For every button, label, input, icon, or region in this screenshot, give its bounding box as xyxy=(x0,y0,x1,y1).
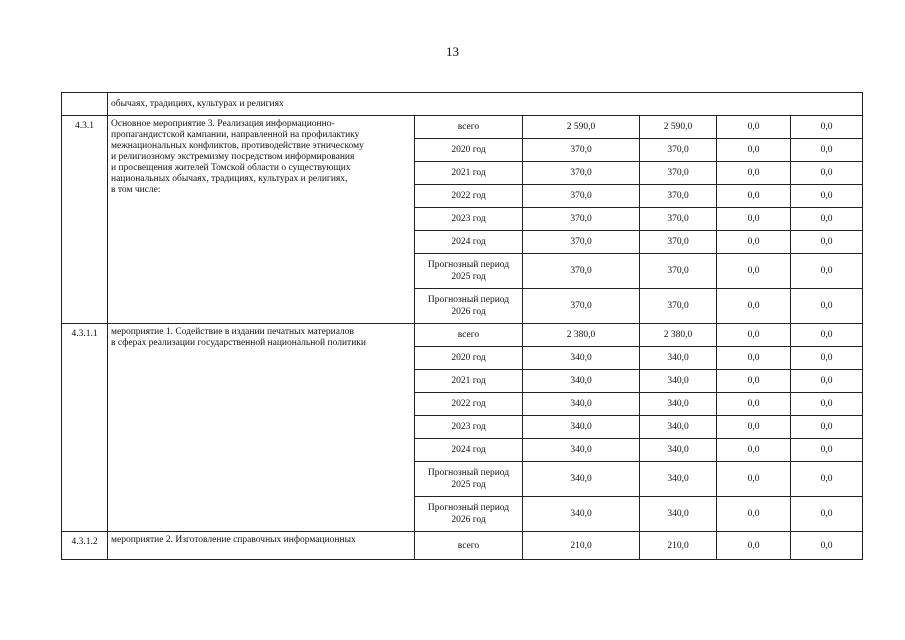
regional-budget-value: 340,0 xyxy=(640,462,717,497)
period-label: Прогнозный период xyxy=(427,260,510,270)
total-value: 340,0 xyxy=(523,393,640,416)
regional-budget-value: 370,0 xyxy=(640,185,717,208)
local-budget-value: 0,0 xyxy=(791,439,863,462)
total-value: 370,0 xyxy=(523,289,640,324)
total-value: 370,0 xyxy=(523,231,640,254)
regional-budget-value: 370,0 xyxy=(640,139,717,162)
period-cell xyxy=(415,462,523,497)
federal-budget-value: 0,0 xyxy=(717,370,791,393)
period-cell xyxy=(415,347,523,370)
federal-budget-value: 0,0 xyxy=(717,439,791,462)
regional-budget-value: 340,0 xyxy=(640,439,717,462)
table-row xyxy=(62,532,863,560)
description-line: и религиозному экстремизму посредством информирования xyxy=(111,152,355,162)
period-cell xyxy=(415,324,523,347)
period-cell xyxy=(415,254,523,289)
regional-budget-value: 2 590,0 xyxy=(640,116,717,139)
federal-budget-value: 0,0 xyxy=(717,347,791,370)
period-label: 2023 год xyxy=(451,214,486,224)
regional-budget-value: 340,0 xyxy=(640,416,717,439)
description-line: Основное мероприятие 3. Реализация информационно- xyxy=(111,119,335,129)
period-label: 2024 год xyxy=(451,237,486,247)
regional-budget-value: 340,0 xyxy=(640,347,717,370)
total-value: 340,0 xyxy=(523,347,640,370)
local-budget-value: 0,0 xyxy=(791,497,863,532)
period-cell xyxy=(415,185,523,208)
description-line: в сферах реализации государственной национальной политики xyxy=(111,338,366,348)
description-line: мероприятие 1. Содействие в издании печатных материалов xyxy=(111,327,354,337)
period-cell xyxy=(415,532,523,560)
code-cell xyxy=(62,93,108,116)
item-code: 4.3.1.1 xyxy=(62,324,108,532)
federal-budget-value: 0,0 xyxy=(717,116,791,139)
total-value: 370,0 xyxy=(523,185,640,208)
local-budget-value: 0,0 xyxy=(791,347,863,370)
regional-budget-value: 370,0 xyxy=(640,231,717,254)
item-description xyxy=(108,532,415,560)
regional-budget-value: 210,0 xyxy=(640,532,717,560)
federal-budget-value: 0,0 xyxy=(717,208,791,231)
period-cell xyxy=(415,208,523,231)
period-label: всего xyxy=(457,330,480,340)
federal-budget-value: 0,0 xyxy=(717,416,791,439)
total-value: 370,0 xyxy=(523,254,640,289)
regional-budget-value: 340,0 xyxy=(640,393,717,416)
local-budget-value: 0,0 xyxy=(791,254,863,289)
period-label: всего xyxy=(457,122,480,132)
period-label: 2022 год xyxy=(451,191,486,201)
continuation-row xyxy=(62,93,863,116)
federal-budget-value: 0,0 xyxy=(717,393,791,416)
period-cell xyxy=(415,497,523,532)
item-description xyxy=(108,324,415,532)
period-cell xyxy=(415,231,523,254)
period-label: 2025 год xyxy=(451,272,486,282)
description-line: в том числе: xyxy=(111,185,161,195)
total-value: 340,0 xyxy=(523,370,640,393)
description-line: пропагандистской кампании, направленной на профилактику xyxy=(111,130,360,140)
regional-budget-value: 370,0 xyxy=(640,162,717,185)
federal-budget-value: 0,0 xyxy=(717,254,791,289)
period-label: Прогнозный период xyxy=(427,468,510,478)
regional-budget-value: 340,0 xyxy=(640,370,717,393)
total-value: 340,0 xyxy=(523,462,640,497)
description-line: межнациональных конфликтов, противодействие этническому xyxy=(111,141,364,151)
period-label: 2021 год xyxy=(451,376,486,386)
period-cell xyxy=(415,116,523,139)
federal-budget-value: 0,0 xyxy=(717,231,791,254)
total-value: 340,0 xyxy=(523,439,640,462)
federal-budget-value: 0,0 xyxy=(717,139,791,162)
local-budget-value: 0,0 xyxy=(791,393,863,416)
continuation-text: обычаях, традициях, культурах и религиях xyxy=(108,93,863,116)
period-cell xyxy=(415,289,523,324)
regional-budget-value: 340,0 xyxy=(640,497,717,532)
period-cell xyxy=(415,139,523,162)
period-cell xyxy=(415,370,523,393)
total-value: 2 380,0 xyxy=(523,324,640,347)
description-line: и просвещения жителей Томской области о существующих xyxy=(111,163,351,173)
period-label: 2020 год xyxy=(451,145,486,155)
federal-budget-value: 0,0 xyxy=(717,497,791,532)
total-value: 340,0 xyxy=(523,497,640,532)
period-label: всего xyxy=(457,540,480,551)
period-label: 2026 год xyxy=(451,307,486,317)
local-budget-value: 0,0 xyxy=(791,185,863,208)
regional-budget-value: 370,0 xyxy=(640,208,717,231)
federal-budget-value: 0,0 xyxy=(717,532,791,560)
period-cell xyxy=(415,439,523,462)
item-code: 4.3.1 xyxy=(62,116,108,324)
local-budget-value: 0,0 xyxy=(791,324,863,347)
page-number: 13 xyxy=(446,44,459,59)
period-label: 2021 год xyxy=(451,168,486,178)
local-budget-value: 0,0 xyxy=(791,116,863,139)
period-label: 2024 год xyxy=(451,445,486,455)
local-budget-value: 0,0 xyxy=(791,532,863,560)
item-description xyxy=(108,116,415,324)
period-label: 2022 год xyxy=(451,399,486,409)
period-label: 2020 год xyxy=(451,353,486,363)
federal-budget-value: 0,0 xyxy=(717,289,791,324)
regional-budget-value: 2 380,0 xyxy=(640,324,717,347)
table-row xyxy=(62,324,863,347)
total-value: 340,0 xyxy=(523,416,640,439)
local-budget-value: 0,0 xyxy=(791,208,863,231)
federal-budget-value: 0,0 xyxy=(717,185,791,208)
federal-budget-value: 0,0 xyxy=(717,162,791,185)
regional-budget-value: 370,0 xyxy=(640,254,717,289)
local-budget-value: 0,0 xyxy=(791,162,863,185)
local-budget-value: 0,0 xyxy=(791,231,863,254)
local-budget-value: 0,0 xyxy=(791,370,863,393)
period-label: 2025 год xyxy=(451,480,486,490)
table-row xyxy=(62,116,863,139)
local-budget-value: 0,0 xyxy=(791,289,863,324)
regional-budget-value: 370,0 xyxy=(640,289,717,324)
total-value: 370,0 xyxy=(523,208,640,231)
period-cell xyxy=(415,393,523,416)
federal-budget-value: 0,0 xyxy=(717,324,791,347)
period-cell xyxy=(415,162,523,185)
description-line: национальных обычаях, традициях, культурах и религиях, xyxy=(111,174,348,184)
local-budget-value: 0,0 xyxy=(791,139,863,162)
description-line: мероприятие 2. Изготовление справочных информационных xyxy=(111,535,356,545)
budget-table xyxy=(61,92,863,560)
total-value: 210,0 xyxy=(523,532,640,560)
local-budget-value: 0,0 xyxy=(791,462,863,497)
period-label: 2026 год xyxy=(451,515,486,525)
item-code: 4.3.1.2 xyxy=(62,532,108,560)
period-label: 2023 год xyxy=(451,422,486,432)
total-value: 2 590,0 xyxy=(523,116,640,139)
period-label: Прогнозный период xyxy=(427,295,510,305)
total-value: 370,0 xyxy=(523,162,640,185)
local-budget-value: 0,0 xyxy=(791,416,863,439)
total-value: 370,0 xyxy=(523,139,640,162)
federal-budget-value: 0,0 xyxy=(717,462,791,497)
period-cell xyxy=(415,416,523,439)
period-label: Прогнозный период xyxy=(427,503,510,513)
